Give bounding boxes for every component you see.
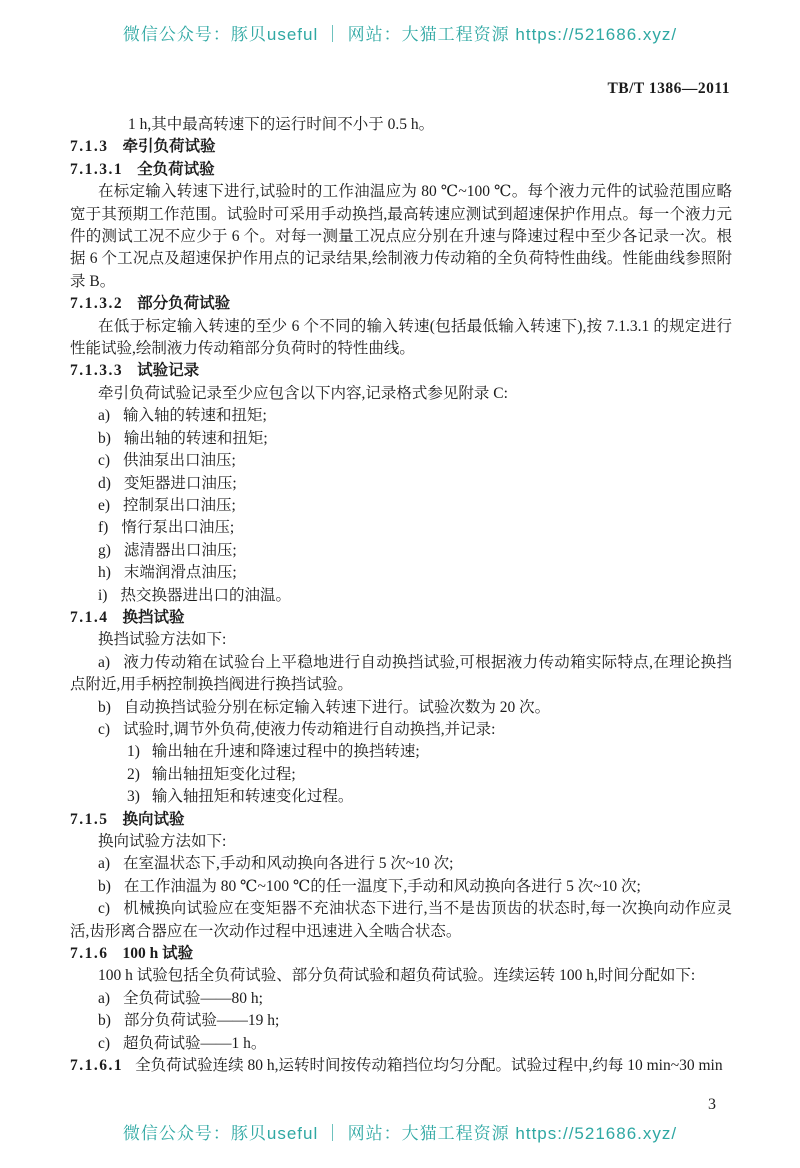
clause-heading — [70, 809, 732, 831]
line-text: 在室温状态下,手动和风动换向各进行 5 次~10 次; — [123, 855, 454, 873]
clause-number: 7.1.3 — [70, 138, 109, 156]
document-body — [70, 114, 732, 1077]
list-marker: c) — [98, 1034, 111, 1052]
sub-list-item — [70, 741, 732, 763]
list-item — [70, 405, 732, 427]
clause-heading — [70, 607, 732, 629]
line-text: 变矩器进口油压; — [123, 474, 237, 492]
clause-number: 7.1.3.1 — [70, 160, 124, 178]
list-marker: 1) — [127, 743, 140, 761]
line-text: 换向试验 — [122, 810, 185, 828]
list-marker: c) — [98, 900, 111, 918]
line-text: 100 h 试验 — [122, 945, 194, 963]
clause-number: 7.1.5 — [70, 810, 109, 828]
line-text: 牵引负荷试验 — [122, 138, 216, 156]
list-marker: d) — [98, 474, 111, 492]
line-text: 全负荷试验——80 h; — [123, 989, 263, 1007]
clause-number: 7.1.3.2 — [70, 295, 124, 313]
list-item — [70, 585, 732, 607]
list-marker: 3) — [127, 788, 140, 806]
clause-number: 7.1.6 — [70, 945, 109, 963]
list-item — [70, 988, 732, 1010]
list-marker: b) — [98, 698, 111, 716]
line-text: 换挡试验方法如下: — [98, 631, 227, 649]
sub-list-item — [70, 764, 732, 786]
line-text: 惰行泵出口油压; — [121, 519, 235, 537]
list-marker: a) — [98, 855, 111, 873]
list-item — [70, 876, 732, 898]
line-text: 在低于标定输入转速的至少 6 个不同的输入转速(包括最低输入转速下),按 7.1.3.1 的规定进行性能试验,绘制液力传动箱部分负荷时的特性曲线。 — [70, 317, 732, 358]
list-item — [70, 652, 732, 697]
line-text: 换挡试验 — [122, 608, 185, 626]
line-text: 控制泵出口油压; — [123, 496, 236, 514]
list-item — [70, 562, 732, 584]
clause-number: 7.1.6.1 — [70, 1057, 124, 1075]
list-marker: 2) — [127, 765, 140, 783]
line-text: 输出轴在升速和降速过程中的换挡转速; — [151, 743, 420, 761]
line-text: 100 h 试验包括全负荷试验、部分负荷试验和超负荷试验。连续运转 100 h,时间分配如下: — [98, 967, 696, 985]
list-marker: c) — [98, 452, 111, 470]
line-text: 全负荷试验 — [137, 160, 215, 178]
line-text: 输出轴的转速和扭矩; — [123, 429, 268, 447]
list-marker: b) — [98, 1012, 111, 1030]
paragraph — [70, 181, 732, 293]
clause-heading — [70, 136, 732, 158]
list-item — [70, 853, 732, 875]
list-marker: f) — [98, 519, 109, 537]
line-text: 输入轴扭矩和转速变化过程。 — [151, 788, 354, 806]
list-item — [70, 473, 732, 495]
list-marker: a) — [98, 653, 111, 671]
paragraph — [70, 831, 732, 853]
list-item — [70, 540, 732, 562]
line-text: 输出轴扭矩变化过程; — [151, 765, 296, 783]
document-number: TB/T 1386—2011 — [607, 80, 730, 97]
line-text: 超负荷试验——1 h。 — [123, 1034, 267, 1052]
list-item — [70, 719, 732, 741]
list-marker: e) — [98, 496, 111, 514]
paragraph — [70, 383, 732, 405]
clause-heading — [70, 943, 732, 965]
line-text: 试验记录 — [137, 362, 200, 380]
list-marker: a) — [98, 989, 111, 1007]
line-text: 牵引负荷试验记录至少应包含以下内容,记录格式参见附录 C: — [98, 384, 508, 402]
line-text: 试验时,调节外负荷,使液力传动箱进行自动换挡,并记录: — [123, 720, 496, 738]
paragraph — [70, 316, 732, 361]
list-item — [70, 1010, 732, 1032]
line-text: 末端润滑点油压; — [123, 564, 237, 582]
paragraph — [70, 629, 732, 651]
watermark-bottom: 微信公众号：豚贝useful ｜ 网站：大猫工程资源 https://521686.xyz/ — [122, 1124, 678, 1143]
list-marker: a) — [98, 407, 111, 425]
line-text: 滤清器出口油压; — [123, 541, 237, 559]
sub-list-item — [70, 786, 732, 808]
line-text: 全负荷试验连续 80 h,运转时间按传动箱挡位均匀分配。试验过程中,约每 10 min~30 min — [135, 1057, 723, 1075]
clause-heading — [70, 293, 732, 315]
list-item — [70, 697, 732, 719]
list-item — [70, 517, 732, 539]
list-marker: h) — [98, 564, 111, 582]
clause-heading — [70, 360, 732, 382]
line-text: 自动换挡试验分别在标定输入转速下进行。试验次数为 20 次。 — [123, 698, 551, 716]
list-item — [70, 450, 732, 472]
line-text: 热交换器进出口的油温。 — [120, 586, 291, 604]
line-text: 供油泵出口油压; — [123, 452, 236, 470]
paragraph — [70, 965, 732, 987]
list-marker: b) — [98, 877, 111, 895]
line-text: 在标定输入转速下进行,试验时的工作油温应为 80 ℃~100 ℃。每个液力元件的试验范围应略宽于其预期工作范围。试验时可采用手动换挡,最高转速应测试到超速保护作用点。每一个液力元件的测试工况不应少于 6 个。对每一测量工况点应分别在升速与降速过程中至少各记录一次。根据 6 个工况点及超速保护作用点的记录结果,绘制液力传动箱的全负荷特性曲线。性能曲线参照附录 B。 — [70, 183, 732, 290]
clause-number: 7.1.3.3 — [70, 362, 124, 380]
line-text: 1 h,其中最高转速下的运行时间不小于 0.5 h。 — [128, 116, 435, 133]
line-text: 液力传动箱在试验台上平稳地进行自动换挡试验,可根据液力传动箱实际特点,在理论换挡点附近,用手柄控制换挡阀进行换挡试验。 — [70, 653, 732, 694]
line-text: 部分负荷试验——19 h; — [123, 1012, 280, 1030]
list-item — [70, 495, 732, 517]
line-text: 部分负荷试验 — [137, 295, 231, 313]
runin-clause — [70, 1055, 732, 1077]
line-text: 输入轴的转速和扭矩; — [123, 407, 267, 425]
line-text: 在工作油温为 80 ℃~100 ℃的任一温度下,手动和风动换向各进行 5 次~10 次; — [123, 877, 641, 895]
list-marker: i) — [98, 586, 108, 604]
list-item — [70, 898, 732, 943]
line-text: 机械换向试验应在变矩器不充油状态下进行,当不是齿顶齿的状态时,每一次换向动作应灵活,齿形离合器应在一次动作过程中迅速进入全啮合状态。 — [70, 900, 732, 940]
list-marker: g) — [98, 541, 111, 559]
list-item — [70, 1033, 732, 1055]
list-marker: b) — [98, 429, 111, 447]
watermark-top: 微信公众号：豚贝useful ｜ 网站：大猫工程资源 https://521686.xyz/ — [122, 25, 678, 44]
clause-heading — [70, 159, 732, 181]
clause-number: 7.1.4 — [70, 608, 109, 626]
list-item — [70, 428, 732, 450]
page-number: 3 — [708, 1096, 716, 1113]
continuation-line — [70, 114, 732, 136]
line-text: 换向试验方法如下: — [98, 833, 227, 850]
list-marker: c) — [98, 720, 111, 738]
